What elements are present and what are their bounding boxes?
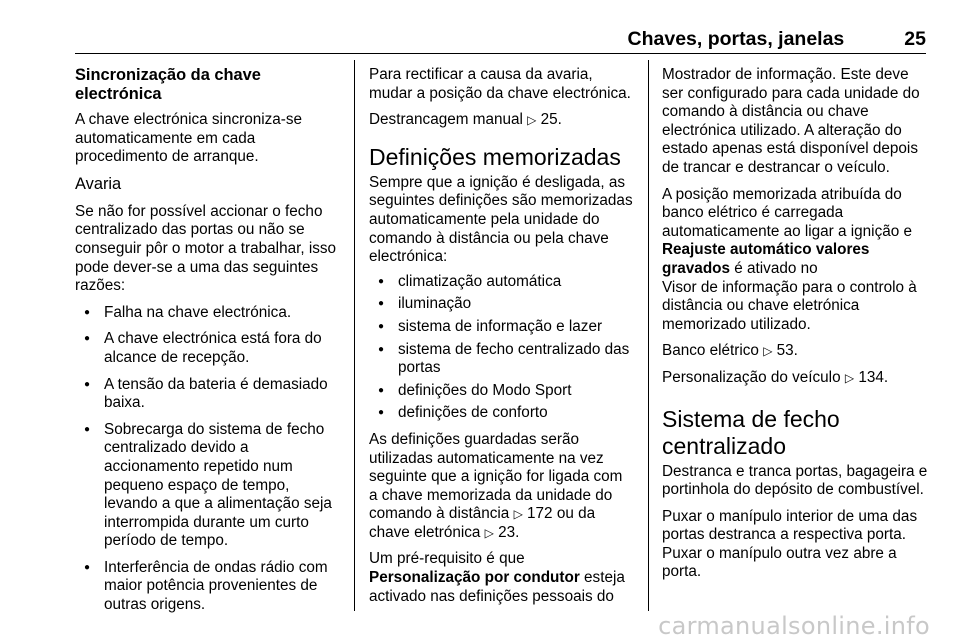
section-heading-sync: Sincronização da chave electrónica (75, 66, 261, 103)
list-item: ● Sobrecarga do sistema de fecho centralizado devido a accionamento repetido num pequeno espaço de tempo, levando a que a alimentação seja interrompida durante um curto período de tempo. (75, 421, 339, 551)
sync-intro: A chave electrónica sincroniza-se automaticamente em cada procedimento de arranque. (75, 111, 303, 166)
header-rule (75, 53, 926, 54)
stored-settings-text: As definições guardadas serão utilizadas automaticamente na vez seguinte que a ignição for ligada com a chave memorizada da unidade do comando à distância ▷ 172 ou da chave eletrónica ▷ 23. (369, 430, 623, 541)
driver-personalization-setting: Personalização por condutor (369, 569, 580, 587)
section-heading-memorized: Definições memorizadas (369, 143, 621, 170)
page-ref-arrow-icon: ▷ (763, 344, 773, 359)
list-item: ● sistema de fecho centralizado das portas (369, 341, 634, 378)
fault-reasons-list (75, 304, 339, 615)
list-item: ● A tensão da bateria é demasiado baixa. (75, 376, 339, 413)
manual-unlock-label: Destrancagem manual (369, 111, 523, 129)
column-divider-2 (648, 60, 649, 611)
page-ref-arrow-icon: ▷ (484, 525, 494, 540)
memorized-intro: Sempre que a ignição é desligada, as seguintes definições são memorizadas automaticamente pela unidade do comando à distância ou pela chave electrónica: (369, 173, 633, 266)
central-locking-text: Destranca e tranca portas, bagageira e portinhola do depósito de combustível. (662, 462, 928, 499)
list-item: ● Interferência de ondas rádio com maior potência provenientes de outras origens. (75, 559, 339, 615)
seat-ref: Banco elétrico ▷ 53. (662, 342, 798, 360)
page-header (75, 28, 926, 52)
column-3 (662, 66, 928, 590)
list-item: ● sistema de informação e lazer (369, 318, 634, 337)
list-item: ● iluminação (369, 295, 634, 314)
list-item: ● definições do Modo Sport (369, 382, 634, 401)
page-ref-arrow-icon: ▷ (844, 370, 855, 385)
page-ref-arrow-icon: ▷ (513, 507, 523, 522)
list-item: ● Falha na chave electrónica. (75, 304, 339, 323)
watermark: carmanualsonline.info (658, 612, 930, 640)
prerequisite-text: Um pré-requisito é que Personalização por condutor esteja activado nas definições pessoais do (369, 550, 625, 605)
chapter-title: Chaves, portas, janelas (627, 28, 845, 50)
manual-unlock-page: 25. (540, 111, 562, 129)
page-ref-arrow-icon: ▷ (527, 113, 537, 128)
fault-intro: Se não for possível accionar o fecho centralizado das portas ou não se conseguir pôr o motor a trabalhar, isso pode dever-se a uma das seguintes razões: (75, 202, 337, 295)
door-handle-text: Puxar o manípulo interior de uma das portas destranca a respectiva porta. Puxar o manípulo outra vez abre a porta. (662, 507, 918, 581)
vehicle-personalization-ref: Personalização do veículo ▷ 134. (662, 368, 889, 386)
list-item: ● definições de conforto (369, 404, 634, 423)
column-divider-1 (354, 60, 355, 611)
fault-heading: Avaria (75, 174, 122, 193)
auto-readjust-setting: Reajuste automático valores gravados (662, 241, 870, 277)
memorized-list (369, 273, 634, 423)
manual-unlock-ref (369, 111, 634, 130)
list-item: ● A chave electrónica está fora do alcance de recepção. (75, 330, 339, 367)
info-display-text: Mostrador de informação. Este deve ser configurado para cada unidade do comando à distância ou chave electrónica utilizado. A alteração do estado apenas está disponível depois de trancar e destrancar o veículo. (662, 66, 920, 176)
page-number: 25 (904, 28, 926, 50)
list-item: ● climatização automática (369, 273, 634, 292)
rectify-text: Para rectificar a causa da avaria, mudar a posição da chave electrónica. (369, 66, 631, 102)
column-2 (369, 66, 634, 614)
seat-memory-text: A posição memorizada atribuída do banco elétrico é carregada automaticamente ao ligar a ignição e Reajuste automático valores gravados é ativado no Visor de informação para o controlo à distância ou chave eletrónica memorizado utilizado. (662, 185, 917, 333)
column-1 (75, 66, 339, 623)
section-heading-central-locking: Sistema de fecho centralizado (662, 405, 840, 459)
